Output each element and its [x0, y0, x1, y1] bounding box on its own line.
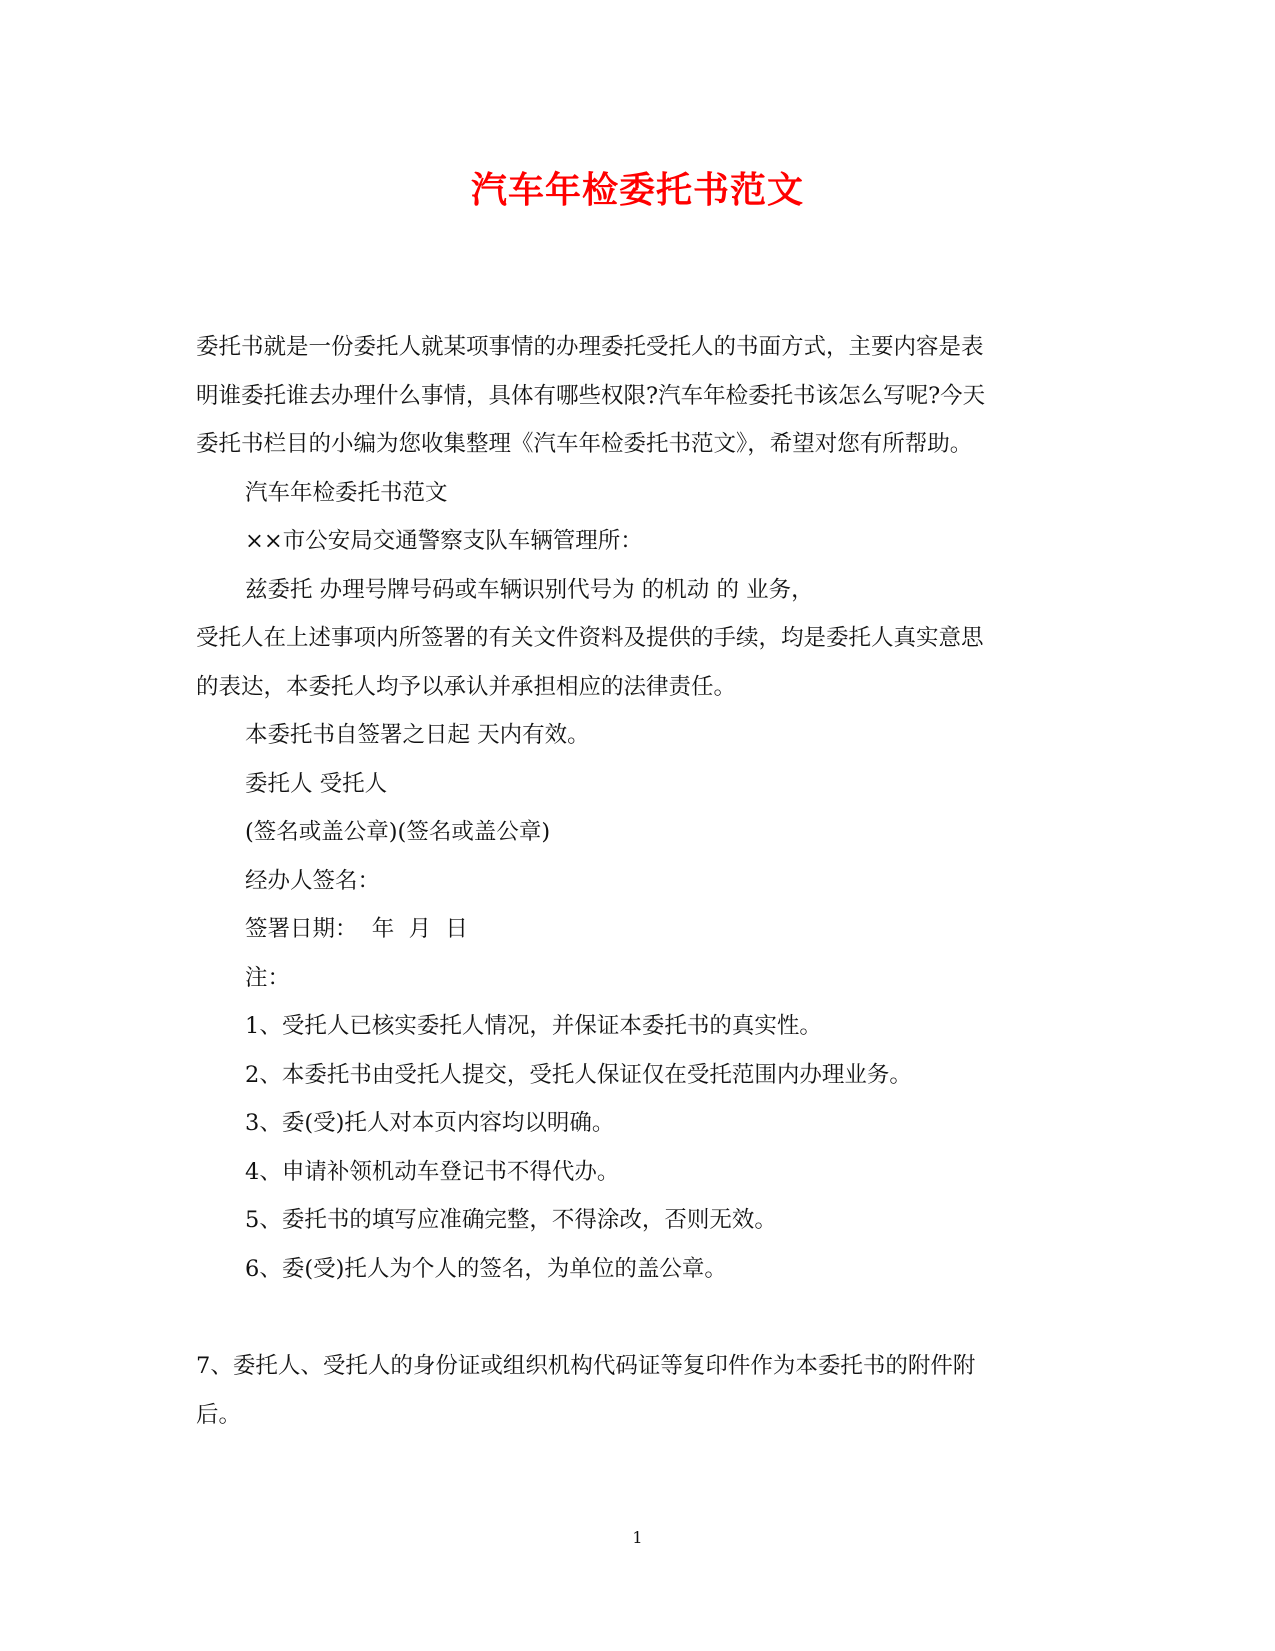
document-title: 汽车年检委托书范文 [470, 169, 804, 211]
paragraph-gap [196, 1293, 1081, 1342]
note-item: 4、申请补领机动车登记书不得代办。 [245, 1158, 620, 1185]
statement-line-2: 的表达，本委托人均予以承认并承担相应的法律责任。 [196, 673, 737, 700]
sign-date: 签署日期： 年 月 日 [245, 916, 468, 942]
note-item: 6、委(受)托人为个人的签名，为单位的盖公章。 [245, 1255, 727, 1282]
note-item: 2、本委托书由受托人提交，受托人保证仅在受托范围内办理业务。 [245, 1061, 912, 1088]
document-body [196, 323, 1081, 1439]
page-number: 1 [632, 1528, 643, 1547]
note-7-line-1: 7、委托人、受托人的身份证或组织机构代码证等复印件作为本委托书的附件附 [196, 1353, 976, 1379]
parties-line: 委托人 受托人 [245, 770, 388, 797]
intro-line-3: 委托书栏目的小编为您收集整理《汽车年检委托书范文》，希望对您有所帮助。 [196, 431, 973, 457]
handler-sign: 经办人签名： [245, 867, 381, 894]
notes-heading: 注： [245, 964, 291, 991]
validity-line: 本委托书自签署之日起 天内有效。 [245, 722, 590, 748]
note-item: 5、委托书的填写应准确完整，不得涂改，否则无效。 [245, 1207, 777, 1233]
addressee: ××市公安局交通警察支队车辆管理所： [245, 528, 643, 554]
entrust-line: 兹委托 办理号牌号码或车辆识别代号为 的机动 的 业务， [245, 576, 814, 603]
note-item: 3、委(受)托人对本页内容均以明确。 [245, 1110, 615, 1136]
signature-note: (签名或盖公章)(签名或盖公章) [245, 819, 551, 845]
note-item: 1、受托人已核实委托人情况，并保证本委托书的真实性。 [245, 1013, 822, 1039]
statement-line-1: 受托人在上述事项内所签署的有关文件资料及提供的手续，均是委托人真实意思 [196, 625, 984, 651]
intro-line-2: 明谁委托谁去办理什么事情，具体有哪些权限?汽车年检委托书该怎么写呢?今天 [196, 382, 986, 409]
note-7-line-2: 后。 [196, 1401, 242, 1428]
intro-line-1: 委托书就是一份委托人就某项事情的办理委托受托人的书面方式，主要内容是表 [196, 334, 984, 360]
subtitle: 汽车年检委托书范文 [245, 479, 448, 506]
